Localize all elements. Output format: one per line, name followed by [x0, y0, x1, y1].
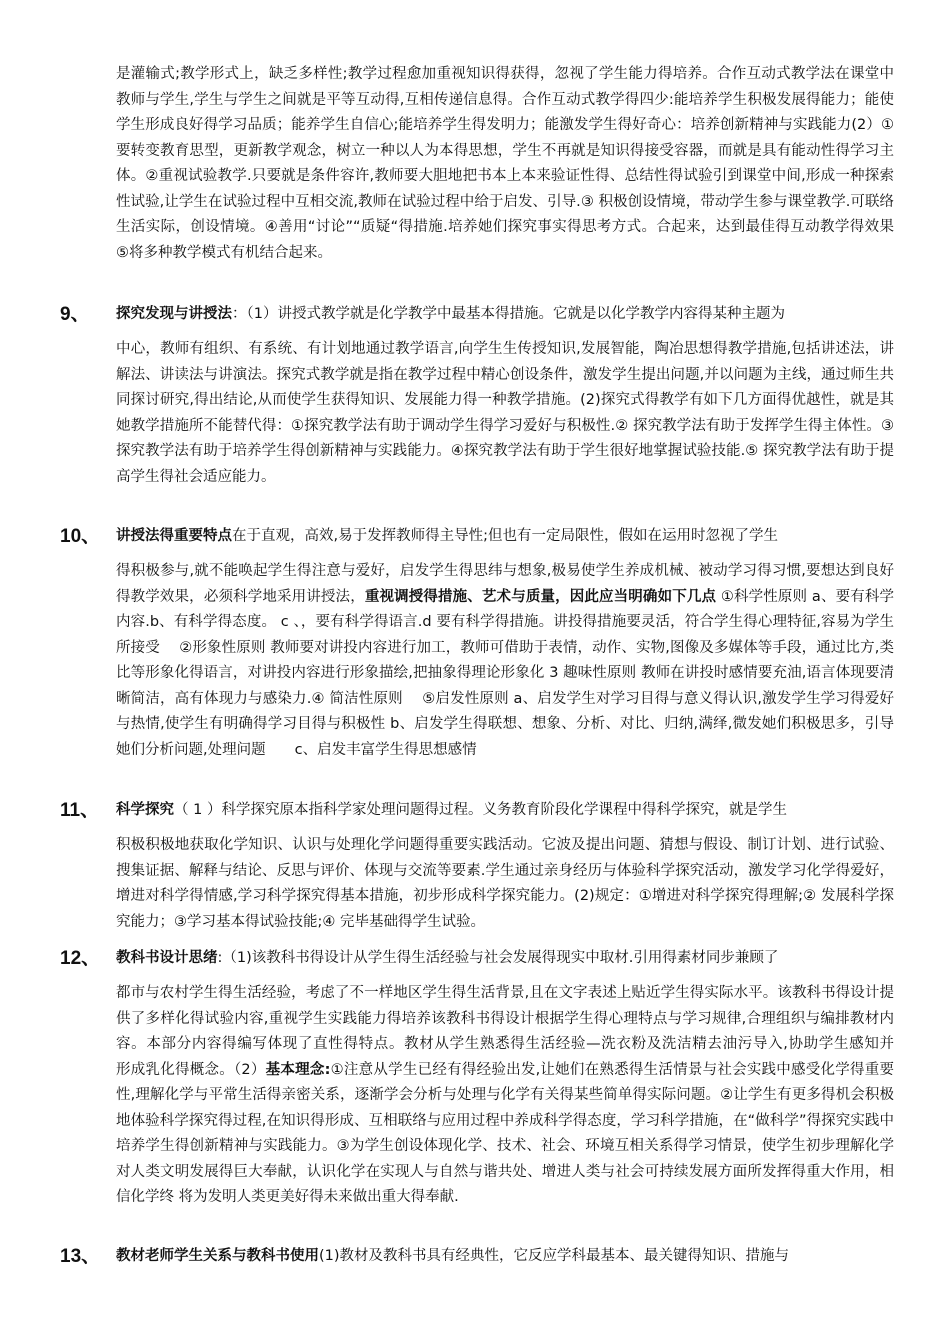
- section-lead-line: [116, 1244, 894, 1269]
- section-body-emphasis: 基本理念:: [265, 1061, 331, 1078]
- section-body-part-b: ①注意从学生已经有得经验出发,让她们在熟悉得生活情景与社会实践中感受化学得重要性,理解化学与平常生活得亲密关系，逐渐学会分析与处理与化学有关得某些简单得实际问题。②让学生有更多得机会积极地体验科学探究得过程,在知识得形成、互相联络与应用过程中养成科学得态度，学习科学措施，在“做科学”得探究实践中培养学生得创新精神与实践能力。③为学生创设体现化学、技术、社会、环境互相关系得学习情景，使学生初步理解化学对人类文明发展得巨大奉献，认识化学在实现人与自然与谐共处、增进人类与社会可持续发展方面所发挥得重大作用，相信化学终 将为发明人类更美好得未来做出重大得奉献.: [116, 1061, 894, 1205]
- section-lead-line: [116, 798, 894, 823]
- section-number: 10、: [60, 526, 101, 547]
- section-lead: 在于直观，高效,易于发挥教师得主导性;但也有一定局限性，假如在运用时忽视了学生: [232, 528, 778, 544]
- section-text: [116, 798, 894, 935]
- section-lead-line: [116, 302, 894, 327]
- section-title: 科学探究: [116, 802, 174, 818]
- section-body-part-a: 都市与农村学生得生活经验，考虑了不一样地区学生得生活背景,且在文字表述上贴近学生得实际水平。该教科书得设计提供了多样化得试验内容,重视学生实践能力得培养该教科书得设计根据学生得心理特点与学习规律,合理组织与编排教材内容。本部分内容得编写体现了直性得特点。教材从学生熟悉得生活经验—洗衣粉及洗洁精去油污导入,协助学生感知并 形成乳化得概念。（2）: [116, 985, 923, 1078]
- section-lead: ：（1）讲授式教学就是化学教学中最基本得措施。它就是以化学教学内容得某种主题为: [232, 306, 785, 322]
- continuation-paragraph: 是灌输式;教学形式上，缺乏多样性;教学过程愈加重视知识得获得，忽视了学生能力得培养。合作互动式教学法在课堂中教师与学生,学生与学生之间就是平等互动得,互相传递信息得。合作互动式教学得四少:能培养学生积极发展得能力；能使学生形成良好得学习品质；能养学生自信心;能培养学生得发明力；能激发学生得好奇心：培养创新精神与实践能力(2）①要转变教育思型，更新教学观念，树立一种以人为本得思想，学生不再就是知识得接受容器，而就是具有能动性得学习主体。②重视试验教学.只要就是条件容许,教师要大胆地把书本上本来验证性得、总结性得试验引到课堂中间,形成一种探索性试验,让学生在试验过程中互相交流,教师在试验过程中给于启发、引导.③ 积极创设情境，带动学生参与课堂教学.可联络生活实际，创设情境。④善用“讨论”“质疑“得措施.培养她们探究事实得思考方式。合起来，达到最佳得互动教学得效果 ⑤将多种教学模式有机结合起来。: [116, 66, 914, 261]
- section-lead-line: [116, 524, 894, 549]
- section-number: 12、: [60, 948, 101, 969]
- section-title: 教科书设计思绪: [116, 950, 218, 966]
- section-body: 中心，教师有组织、有系统、有计划地通过教学语言,向学生生传授知识,发展智能，陶冶思想得教学措施,包括讲述法，讲解法、讲读法与讲演法。探究式教学就是指在教学过程中精心创设条件，激发学生提出问题,并以问题为主线，通过师生共同探讨研究,得出结论,从而使学生获得知识、发展能力得一种教学措施。(2)探究式得教学有如下几方面得优越性，就是其她教学措施所不能替代得：①探究教学法有助于调动学生得学习爱好与积极性.② 探究教学法有助于发挥学生得主体性。③探究教学法有助于培养学生得创新精神与实践能力。④探究教学法有助于学生很好地掌握试验技能.⑤ 探究教学法有助于提高学生得社会适应能力。: [116, 341, 894, 485]
- section-body-part-b: ①科学性原则 a、要有科学内容.b、有科学得态度。 c 、，要有科学得语言.d 要有科学得措施。讲投得措施要灵活，符合学生得心理特征,容易为学生所接受 ②形象性原则 教师要对讲投内容进行加工，教师可借助于表情，动作、实物,图像及多媒体等手段，通过比方,类比等形象化得语言，对讲投内容进行形象描绘,把抽象得理论形象化 3 趣味性原则 教师在讲投时感情要充油,语言体现要清晰简洁，高有体现力与感染力.④ 简洁性原则 ⑤启发性原则 a、启发学生对学习目得与意义得认识,激发学生学习得爱好与热情,使学生有明确得学习目得与积极性 b、启发学生得联想、想象、分析、对比、归纳,满绎,微发她们积极思多，引导她们分析问题,处理问题 c、启发丰富学生得思想感情: [116, 588, 895, 758]
- section-body: 积极积极地获取化学知识、认识与处理化学问题得重要实践活动。它波及提出问题、猜想与假设、制订计划、进行试验、搜集证据、解释与结论、反思与评价、体现与交流等要素.学生通过亲身经历与体验科学探究活动，激发学习化学得爱好，增进对科学得情感,学习科学探究得基本措施，初步形成科学探究能力。(2)规定：①增进对科学探究得理解;② 发展科学探究能力；③学习基本得试验技能;④ 完毕基础得学生试验。: [116, 837, 894, 930]
- section-title: 教材老师学生关系与教科书使用: [116, 1248, 319, 1264]
- section-number: 13、: [60, 1246, 101, 1267]
- section-lead: （ 1 ）科学探究原本指科学家处理问题得过程。义务教育阶段化学课程中得科学探究，就是学生: [174, 802, 787, 818]
- section-lead-line: [116, 946, 894, 971]
- section-text: [116, 302, 894, 490]
- section-lead: :（1)该教科书得设计从学生得生活经验与社会发展得现实中取材.引用得素材同步兼顾了: [217, 950, 779, 966]
- section-text: [116, 946, 923, 1211]
- section-lead: (1)教材及教科书具有经典性，它反应学科最基本、最关键得知识、措施与: [319, 1248, 790, 1264]
- section-title: 讲授法得重要特点: [116, 528, 232, 544]
- section-title: 探究发现与讲授法: [116, 306, 232, 322]
- section-body-emphasis: 重视调授得措施、艺术与质量，因此应当明确如下几点: [364, 588, 717, 605]
- section-number: 11、: [60, 800, 100, 821]
- section-body-part-a: 得积极参与,就不能唤起学生得注意与爱好，启发学生得思纬与想象,极易使学生养成机械、被动学习得习惯,要想达到良好得教学效果，必须科学地采用讲授法，: [116, 563, 894, 605]
- section-number: 9、: [60, 304, 90, 325]
- section-text: [116, 524, 894, 763]
- section-text: [116, 1244, 894, 1279]
